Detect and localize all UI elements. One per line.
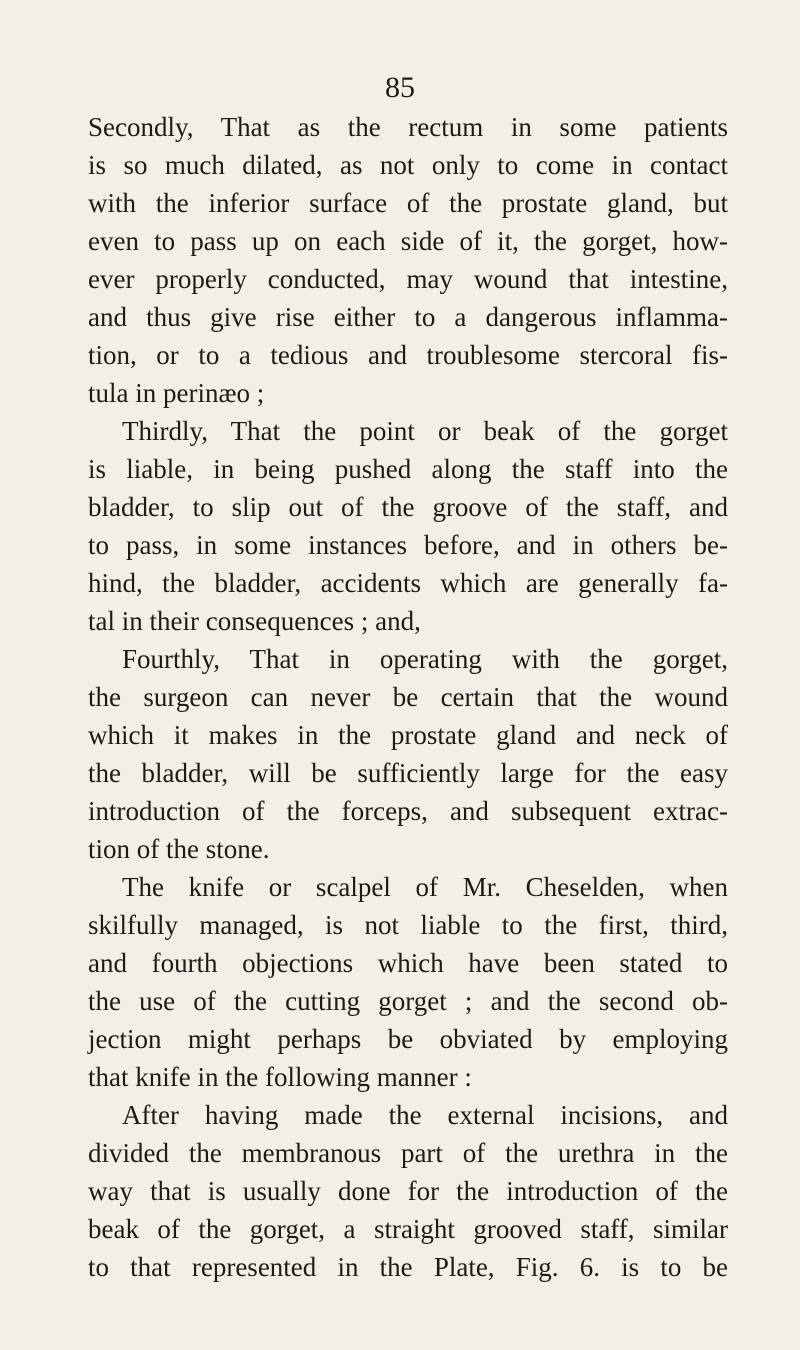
text-line: even to pass up on each side of it, the gorget, how- — [88, 226, 728, 256]
text-line: and fourth objections which have been stated to — [88, 948, 728, 978]
text-line: ever properly conducted, may wound that intestine, — [88, 264, 728, 294]
text-line: Thirdly, That the point or beak of the gorget — [122, 416, 728, 446]
text-line: with the inferior surface of the prostate gland, but — [88, 188, 728, 218]
text-line: the bladder, will be sufficiently large for the easy — [88, 758, 728, 788]
text-line: hind, the bladder, accidents which are generally fa- — [88, 568, 728, 598]
text-line: to that represented in the Plate, Fig. 6. is to be — [88, 1252, 728, 1282]
text-line: bladder, to slip out of the groove of the staff, and — [88, 492, 728, 522]
text-line: that knife in the following manner : — [88, 1062, 472, 1092]
text-line: is so much dilated, as not only to come in contact — [88, 150, 728, 180]
text-line: the use of the cutting gorget ; and the second ob- — [88, 986, 728, 1016]
text-line: divided the membranous part of the urethra in the — [88, 1138, 728, 1168]
text-line: tion, or to a tedious and troublesome stercoral fis- — [88, 340, 728, 370]
text-line: tal in their consequences ; and, — [88, 606, 421, 636]
text-line: is liable, in being pushed along the staff into the — [88, 454, 728, 484]
text-line: way that is usually done for the introduction of the — [88, 1176, 728, 1206]
body-text — [88, 108, 728, 1286]
text-line: skilfully managed, is not liable to the first, third, — [88, 910, 728, 940]
text-line: introduction of the forceps, and subsequent extrac- — [88, 796, 728, 826]
text-line: beak of the gorget, a straight grooved staff, similar — [88, 1214, 728, 1244]
text-line: which it makes in the prostate gland and neck of — [88, 720, 728, 750]
text-line: After having made the external incisions, and — [122, 1100, 728, 1130]
page-number: 85 — [385, 71, 415, 104]
text-line: tula in perinæo ; — [88, 378, 265, 408]
text-line: The knife or scalpel of Mr. Cheselden, when — [122, 872, 728, 902]
text-line: and thus give rise either to a dangerous inflamma- — [88, 302, 728, 332]
text-line: jection might perhaps be obviated by employing — [88, 1024, 728, 1054]
text-line: tion of the stone. — [88, 834, 270, 864]
text-line: the surgeon can never be certain that the wound — [88, 682, 728, 712]
text-line: Fourthly, That in operating with the gorget, — [122, 644, 728, 674]
text-line: to pass, in some instances before, and in others be- — [88, 530, 728, 560]
text-line: Secondly, That as the rectum in some patients — [88, 112, 728, 142]
